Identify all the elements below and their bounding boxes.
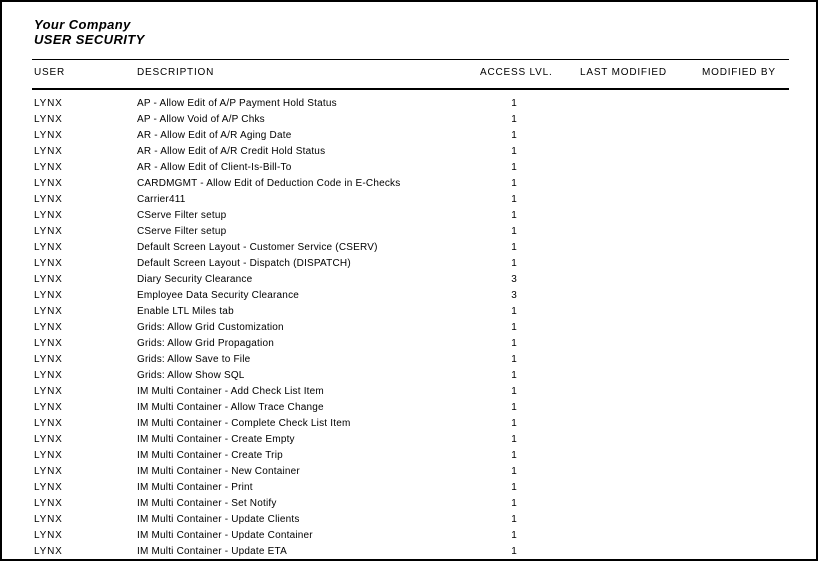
table-row [2,368,816,384]
cell-user: LYNX [34,114,63,125]
table-row [2,512,816,528]
cell-access-lvl: 3 [511,274,517,285]
table-row [2,176,816,192]
cell-user: LYNX [34,226,63,237]
cell-access-lvl: 1 [511,306,517,317]
cell-user: LYNX [34,274,63,285]
table-body [2,96,816,560]
cell-description: AR - Allow Edit of A/R Aging Date [137,130,292,141]
cell-user: LYNX [34,290,63,301]
header-divider [32,88,789,90]
table-row [2,384,816,400]
cell-description: AP - Allow Edit of A/P Payment Hold Status [137,98,337,109]
cell-access-lvl: 1 [511,530,517,541]
table-row [2,352,816,368]
cell-description: Grids: Allow Grid Propagation [137,338,274,349]
table-row [2,288,816,304]
cell-user: LYNX [34,386,63,397]
cell-description: Employee Data Security Clearance [137,290,300,301]
cell-user: LYNX [34,210,63,221]
cell-access-lvl: 1 [511,402,517,413]
report-header [34,17,145,47]
cell-description: IM Multi Container - Update ETA [137,546,287,557]
cell-description: CARDMGMT - Allow Edit of Deduction Code in E-Checks [137,178,401,189]
cell-description: IM Multi Container - Create Trip [137,450,283,461]
table-row [2,240,816,256]
column-header-description: DESCRIPTION [137,67,215,78]
table-row [2,480,816,496]
table-row [2,96,816,112]
cell-description: IM Multi Container - Create Empty [137,434,295,445]
table-row [2,224,816,240]
cell-user: LYNX [34,530,63,541]
cell-access-lvl: 1 [511,386,517,397]
cell-description: AP - Allow Void of A/P Chks [137,114,265,125]
table-row [2,304,816,320]
cell-description: Default Screen Layout - Dispatch (DISPATCH) [137,258,351,269]
cell-description: AR - Allow Edit of Client-Is-Bill-To [137,162,292,173]
table-row [2,544,816,560]
cell-user: LYNX [34,146,63,157]
cell-access-lvl: 1 [511,338,517,349]
cell-description: CServe Filter setup [137,226,227,237]
table-row [2,160,816,176]
table-row [2,416,816,432]
cell-description: IM Multi Container - Add Check List Item [137,386,324,397]
cell-access-lvl: 1 [511,242,517,253]
cell-access-lvl: 1 [511,194,517,205]
table-row [2,400,816,416]
cell-access-lvl: 1 [511,210,517,221]
table-row [2,128,816,144]
table-row [2,272,816,288]
cell-access-lvl: 1 [511,98,517,109]
cell-access-lvl: 3 [511,290,517,301]
table-row [2,448,816,464]
cell-user: LYNX [34,130,63,141]
cell-access-lvl: 1 [511,354,517,365]
table-row [2,320,816,336]
cell-user: LYNX [34,418,63,429]
cell-user: LYNX [34,258,63,269]
cell-access-lvl: 1 [511,482,517,493]
cell-user: LYNX [34,194,63,205]
cell-user: LYNX [34,322,63,333]
cell-user: LYNX [34,402,63,413]
cell-access-lvl: 1 [511,130,517,141]
cell-access-lvl: 1 [511,322,517,333]
table-row [2,496,816,512]
cell-user: LYNX [34,546,63,557]
report-title: USER SECURITY [34,32,145,47]
cell-user: LYNX [34,178,63,189]
cell-user: LYNX [34,98,63,109]
cell-user: LYNX [34,162,63,173]
cell-description: Carrier411 [137,194,186,205]
cell-user: LYNX [34,514,63,525]
cell-access-lvl: 1 [511,466,517,477]
cell-description: IM Multi Container - Complete Check List Item [137,418,351,429]
cell-description: IM Multi Container - New Container [137,466,300,477]
table-row [2,432,816,448]
cell-user: LYNX [34,482,63,493]
cell-description: Grids: Allow Save to File [137,354,251,365]
cell-access-lvl: 1 [511,226,517,237]
cell-description: IM Multi Container - Update Container [137,530,313,541]
cell-description: Enable LTL Miles tab [137,306,234,317]
cell-user: LYNX [34,306,63,317]
cell-description: Diary Security Clearance [137,274,253,285]
cell-description: AR - Allow Edit of A/R Credit Hold Status [137,146,326,157]
cell-description: IM Multi Container - Allow Trace Change [137,402,324,413]
table-row [2,528,816,544]
cell-description: IM Multi Container - Set Notify [137,498,277,509]
cell-access-lvl: 1 [511,162,517,173]
cell-user: LYNX [34,466,63,477]
column-header-user: USER [34,67,65,78]
cell-user: LYNX [34,242,63,253]
table-row [2,256,816,272]
cell-description: CServe Filter setup [137,210,227,221]
cell-user: LYNX [34,450,63,461]
cell-user: LYNX [34,498,63,509]
table-row [2,464,816,480]
company-title: Your Company [34,17,131,32]
table-row [2,112,816,128]
table-row [2,208,816,224]
cell-description: IM Multi Container - Print [137,482,253,493]
cell-access-lvl: 1 [511,370,517,381]
column-header-modified-by: MODIFIED BY [702,67,776,78]
cell-description: IM Multi Container - Update Clients [137,514,300,525]
cell-access-lvl: 1 [511,498,517,509]
cell-user: LYNX [34,370,63,381]
cell-access-lvl: 1 [511,146,517,157]
cell-access-lvl: 1 [511,434,517,445]
cell-access-lvl: 1 [511,450,517,461]
cell-access-lvl: 1 [511,114,517,125]
table-row [2,192,816,208]
cell-description: Default Screen Layout - Customer Service (CSERV) [137,242,378,253]
cell-access-lvl: 1 [511,514,517,525]
cell-description: Grids: Allow Show SQL [137,370,245,381]
title-divider [32,59,789,60]
table-row [2,144,816,160]
cell-user: LYNX [34,338,63,349]
cell-access-lvl: 1 [511,258,517,269]
cell-access-lvl: 1 [511,178,517,189]
cell-user: LYNX [34,354,63,365]
table-row [2,336,816,352]
cell-access-lvl: 1 [511,418,517,429]
column-header-last-modified: LAST MODIFIED [580,67,667,78]
cell-user: LYNX [34,434,63,445]
cell-access-lvl: 1 [511,546,517,557]
column-header-access-lvl: ACCESS LVL. [480,67,553,78]
cell-description: Grids: Allow Grid Customization [137,322,284,333]
